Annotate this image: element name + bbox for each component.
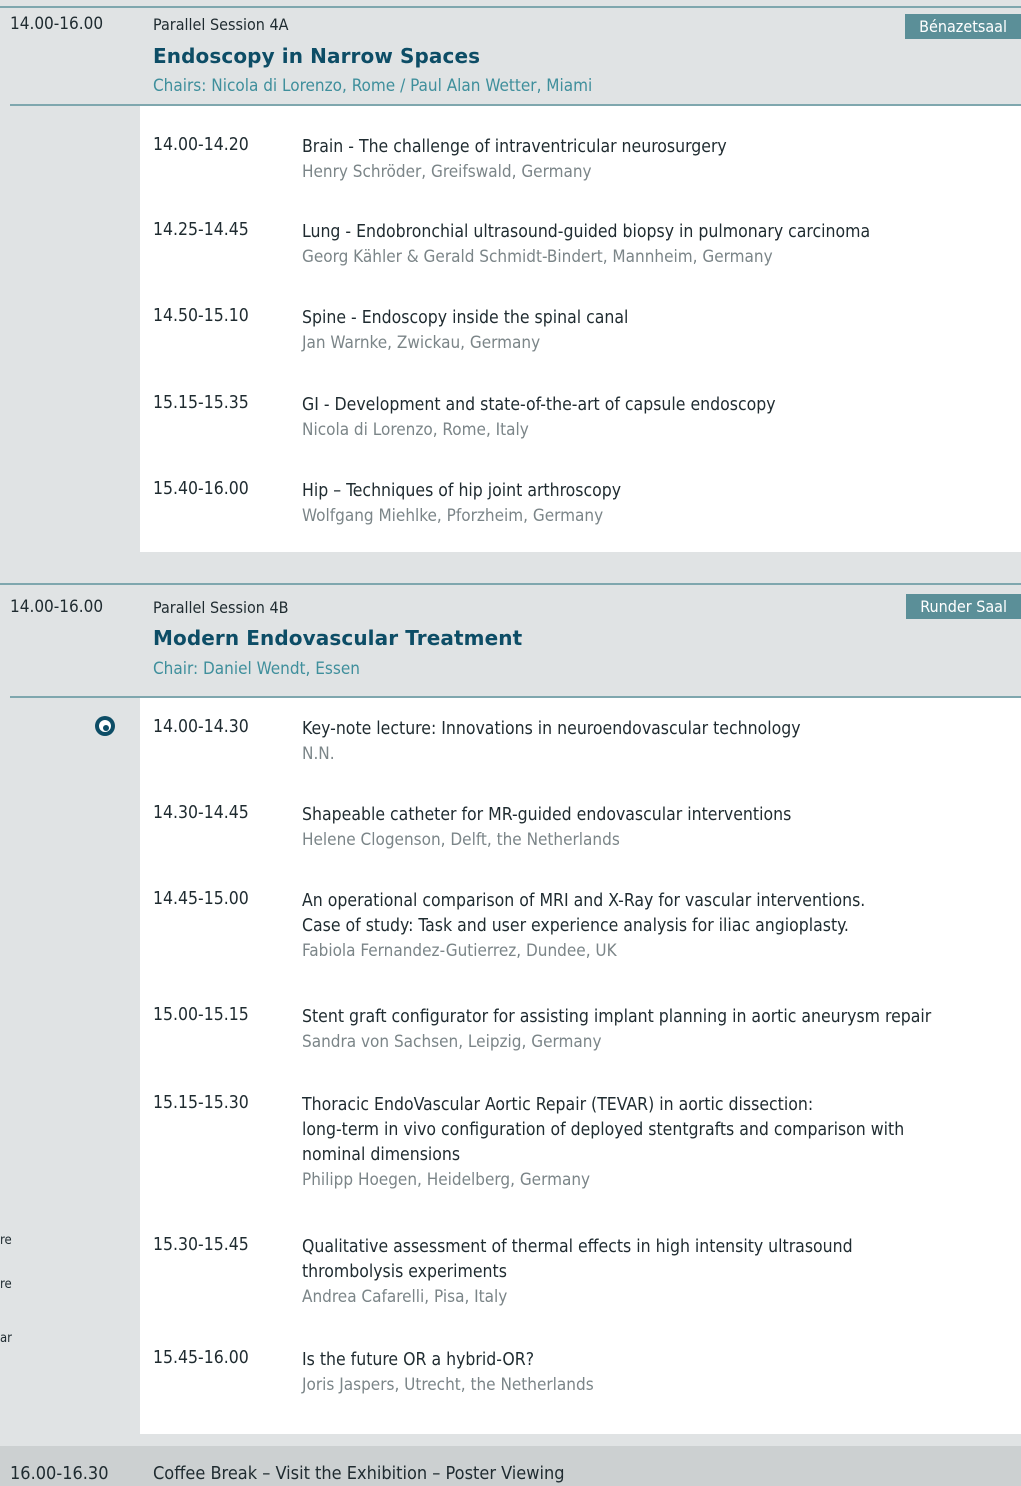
talk-speaker: Helene Clogenson, Delft, the Netherlands	[302, 830, 620, 850]
session-b-label: Parallel Session 4B	[153, 598, 289, 617]
talk-title-line: long-term in vivo configuration of deployed stentgrafts and comparison with	[302, 1120, 905, 1140]
session-b-talk-panel	[140, 698, 1021, 1434]
talk-time: 14.00-14.30	[153, 717, 249, 737]
talk-title: GI - Development and state-of-the-art of capsule endoscopy	[302, 395, 776, 415]
talk-title: Key-note lecture: Innovations in neuroendovascular technology	[302, 719, 801, 739]
session-a-title: Endoscopy in Narrow Spaces	[153, 44, 481, 68]
session-a-talk-panel	[140, 106, 1021, 552]
talk-title-line: Qualitative assessment of thermal effects in high intensity ultrasound	[302, 1237, 853, 1257]
talk-speaker: Nicola di Lorenzo, Rome, Italy	[302, 420, 529, 440]
talk-title: Brain - The challenge of intraventricular neurosurgery	[302, 137, 727, 157]
talk-title: Hip – Techniques of hip joint arthroscopy	[302, 481, 622, 501]
talk-speaker: N.N.	[302, 744, 335, 764]
talk-title-line: An operational comparison of MRI and X-Ray for vascular interventions.	[302, 891, 866, 911]
talk-speaker: Joris Jaspers, Utrecht, the Netherlands	[302, 1375, 594, 1395]
coffee-break-text: Coffee Break – Visit the Exhibition – Poster Viewing	[153, 1463, 565, 1484]
session-b-chairs: Chair: Daniel Wendt, Essen	[153, 659, 360, 679]
talk-time: 14.25-14.45	[153, 220, 249, 240]
session-a-time: 14.00-16.00	[10, 14, 104, 34]
talk-title-line: thrombolysis experiments	[302, 1262, 507, 1282]
talk-title-line: nominal dimensions	[302, 1145, 461, 1165]
talk-time: 14.30-14.45	[153, 803, 249, 823]
talk-title-line: Case of study: Task and user experience analysis for iliac angioplasty.	[302, 916, 849, 936]
talk-speaker: Andrea Cafarelli, Pisa, Italy	[302, 1287, 508, 1307]
session-a-room-badge: Bénazetsaal	[905, 14, 1021, 39]
talk-speaker: Henry Schröder, Greifswald, Germany	[302, 162, 592, 182]
coffee-break-time: 16.00-16.30	[10, 1463, 109, 1484]
talk-time: 15.00-15.15	[153, 1005, 249, 1025]
session-b-time: 14.00-16.00	[10, 597, 104, 617]
talk-speaker: Jan Warnke, Zwickau, Germany	[302, 333, 541, 353]
talk-title: Lung - Endobronchial ultrasound-guided biopsy in pulmonary carcinoma	[302, 222, 871, 242]
session-a-chairs: Chairs: Nicola di Lorenzo, Rome / Paul Alan Wetter, Miami	[153, 76, 593, 96]
session-a-top-rule	[0, 6, 1021, 8]
session-b-title: Modern Endovascular Treatment	[153, 626, 523, 650]
talk-title: Is the future OR a hybrid-OR?	[302, 1350, 535, 1370]
talk-time: 14.45-15.00	[153, 889, 249, 909]
talk-speaker: Sandra von Sachsen, Leipzig, Germany	[302, 1032, 602, 1052]
talk-title: Stent graft configurator for assisting implant planning in aortic aneurysm repair	[302, 1007, 932, 1027]
talk-time: 15.15-15.30	[153, 1093, 249, 1113]
session-b-top-rule	[0, 583, 1021, 585]
margin-fragment: re	[0, 1233, 12, 1248]
talk-time: 14.00-14.20	[153, 135, 249, 155]
talk-time: 15.30-15.45	[153, 1235, 249, 1255]
talk-time: 15.45-16.00	[153, 1348, 249, 1368]
keynote-marker-icon	[95, 716, 115, 736]
session-a-label: Parallel Session 4A	[153, 15, 289, 34]
talk-title: Shapeable catheter for MR-guided endovascular interventions	[302, 805, 792, 825]
session-b-room-badge: Runder Saal	[906, 594, 1021, 619]
talk-time: 15.15-15.35	[153, 393, 249, 413]
talk-speaker: Fabiola Fernandez-Gutierrez, Dundee, UK	[302, 941, 617, 961]
talk-time: 14.50-15.10	[153, 306, 249, 326]
margin-fragment: re	[0, 1277, 12, 1292]
talk-title: Spine - Endoscopy inside the spinal canal	[302, 308, 629, 328]
margin-fragment: ar	[0, 1331, 12, 1346]
talk-title-line: Thoracic EndoVascular Aortic Repair (TEVAR) in aortic dissection:	[302, 1095, 814, 1115]
talk-time: 15.40-16.00	[153, 479, 249, 499]
talk-speaker: Georg Kähler & Gerald Schmidt-Bindert, Mannheim, Germany	[302, 247, 773, 267]
coffee-break-row	[0, 1446, 1021, 1486]
talk-speaker: Philipp Hoegen, Heidelberg, Germany	[302, 1170, 591, 1190]
talk-speaker: Wolfgang Miehlke, Pforzheim, Germany	[302, 506, 604, 526]
